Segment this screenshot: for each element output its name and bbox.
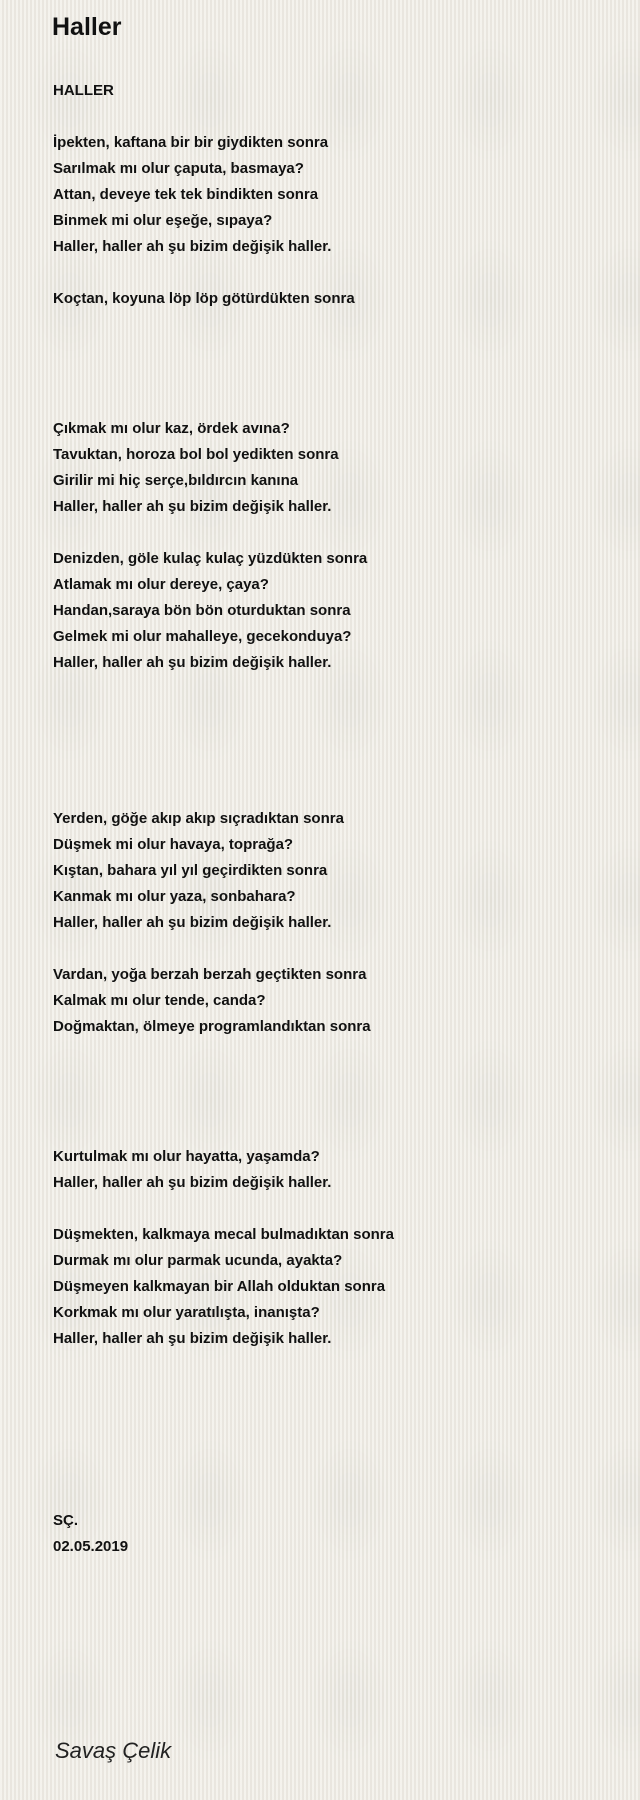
poem-line: Kurtulmak mı olur hayatta, yaşamda? [53,1148,320,1165]
poem-line: Haller, haller ah şu bizim değişik haller. [53,1174,332,1191]
blank-line [53,520,613,546]
poem-line: Yerden, göğe akıp akıp sıçradıktan sonra [53,810,344,827]
blank-line [53,1482,613,1508]
blank-line [53,312,613,338]
blank-line [53,1404,613,1430]
poem-line: Gelmek mi olur mahalleye, gecekonduya? [53,628,352,645]
poem-line: Doğmaktan, ölmeye programlandıktan sonra [53,1018,371,1035]
poem-line: 02.05.2019 [53,1538,129,1555]
poem-line: Kalmak mı olur tende, canda? [53,992,266,1009]
blank-line [53,780,613,806]
poem-line: Atlamak mı olur dereye, çaya? [53,576,269,593]
blank-line [53,104,613,130]
blank-line [53,1196,613,1222]
poem-title: Haller [52,13,122,41]
blank-line [53,1456,613,1482]
poem-line: Kıştan, bahara yıl yıl geçirdikten sonra [53,862,328,879]
blank-line [53,390,613,416]
poem-body [53,78,613,1560]
blank-line [53,936,613,962]
blank-line [53,1066,613,1092]
poem-line: SÇ. [53,1512,79,1529]
blank-line [53,1430,613,1456]
poem-line: Düşmeyen kalkmayan bir Allah olduktan sonra [53,1278,386,1295]
poem-line: Kanmak mı olur yaza, sonbahara? [53,888,296,905]
blank-line [53,728,613,754]
poem-line: Çıkmak mı olur kaz, ördek avına? [53,420,290,437]
poem-line: Tavuktan, horoza bol bol yedikten sonra [53,446,339,463]
poem-line: Vardan, yoğa berzah berzah geçtikten sonra [53,966,367,983]
poem-line: Attan, deveye tek tek bindikten sonra [53,186,319,203]
author-name: Savaş Çelik [55,1738,172,1763]
poem-line: Korkmak mı olur yaratılışta, inanışta? [53,1304,320,1321]
poem-line: Durmak mı olur parmak ucunda, ayakta? [53,1252,343,1269]
poem-line: Haller, haller ah şu bizim değişik haller. [53,914,332,931]
poem-line: HALLER [53,82,114,99]
poem-line: Denizden, göle kulaç kulaç yüzdükten sonra [53,550,368,567]
blank-line [53,1040,613,1066]
poem-line: İpekten, kaftana bir bir giydikten sonra [53,134,329,151]
blank-line [53,754,613,780]
poem-line: Düşmekten, kalkmaya mecal bulmadıktan sonra [53,1226,394,1243]
poem-line: Koçtan, koyuna löp löp götürdükten sonra [53,290,355,307]
blank-line [53,1092,613,1118]
poem-line: Düşmek mi olur havaya, toprağa? [53,836,294,853]
poem-line: Haller, haller ah şu bizim değişik haller. [53,1330,332,1347]
blank-line [53,702,613,728]
poem-line: Handan,saraya bön bön oturduktan sonra [53,602,351,619]
poem-line: Haller, haller ah şu bizim değişik haller. [53,654,332,671]
blank-line [53,1352,613,1378]
blank-line [53,338,613,364]
poem-line: Girilir mi hiç serçe,bıldırcın kanına [53,472,299,489]
blank-line [53,260,613,286]
blank-line [53,364,613,390]
blank-line [53,1378,613,1404]
poem-line: Haller, haller ah şu bizim değişik haller. [53,498,332,515]
blank-line [53,1118,613,1144]
poem-line: Binmek mi olur eşeğe, sıpaya? [53,212,273,229]
poem-line: Sarılmak mı olur çaputa, basmaya? [53,160,304,177]
poem-line: Haller, haller ah şu bizim değişik haller. [53,238,332,255]
blank-line [53,676,613,702]
